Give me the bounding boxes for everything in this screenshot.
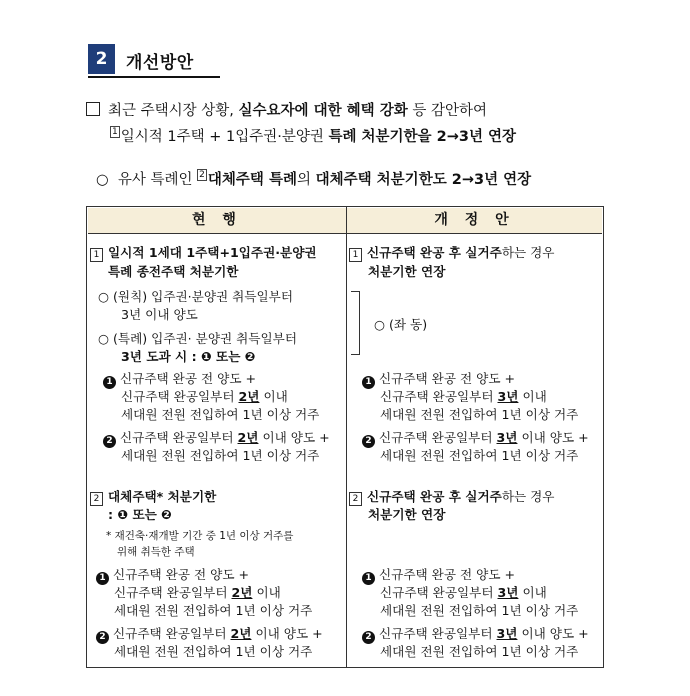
section-number-badge: 2 xyxy=(88,44,115,74)
current-item2-title-text: 대체주택* 처분기한 xyxy=(108,489,217,504)
current-item2-case1-b-pre: 신규주택 완공일부터 xyxy=(114,585,232,600)
lead-line-3 xyxy=(96,169,531,191)
circled-number-1-icon: 1 xyxy=(362,572,375,585)
revised-item2-case1-b-period: 3년 xyxy=(497,585,519,600)
table-column-divider xyxy=(346,206,347,668)
current-item2-note-a: * 재건축·재개발 기간 중 1년 이상 거주를 xyxy=(106,530,294,542)
current-case1-c: 세대원 전원 전입하여 1년 이상 거주 xyxy=(121,407,320,422)
revised-item2-case2-a-pre: 신규주택 완공일부터 xyxy=(379,626,497,641)
revised-item2-case1-b-pre: 신규주택 완공일부터 xyxy=(380,585,498,600)
footnote-mark-2: 2 xyxy=(199,170,205,180)
current-exception-b: 3년 도과 시 : ❶ 또는 ❷ xyxy=(121,349,256,364)
current-item1-title-a-text: 일시적 1세대 1주택+1입주권·분양권 xyxy=(108,245,317,260)
lead-line-3-bold: 대체주택 특례 xyxy=(207,172,297,188)
circled-number-2-icon: 2 xyxy=(362,435,375,448)
current-item2-title xyxy=(90,488,216,507)
lead-line-3-text: 유사 특례인 xyxy=(117,172,198,188)
item-number-box: 1 xyxy=(349,248,362,262)
revised-case1-a: 신규주택 완공 전 양도 + xyxy=(379,371,516,386)
current-principle-a: ○ (원칙) 입주권·분양권 취득일부터 xyxy=(98,289,293,304)
circled-number-1-icon: 1 xyxy=(96,572,109,585)
header-revised: 개 정 안 xyxy=(434,212,515,228)
circled-number-1-icon: 1 xyxy=(103,376,116,389)
revised-case1-c: 세대원 전원 전입하여 1년 이상 거주 xyxy=(380,407,579,422)
revised-item2-case1-b xyxy=(380,584,547,603)
current-case2-b: 세대원 전원 전입하여 1년 이상 거주 xyxy=(121,448,320,463)
revised-case1-b-post: 이내 xyxy=(518,389,547,404)
revised-item1-bold: 신규주택 완공 후 실거주 xyxy=(367,245,502,260)
current-item1-title-a xyxy=(90,244,317,263)
revised-case1-b xyxy=(380,388,547,407)
revised-item1-rest: 하는 경우 xyxy=(501,245,555,260)
revised-item1-title xyxy=(349,244,554,263)
current-case1-b xyxy=(121,388,288,407)
current-case2 xyxy=(103,429,330,448)
lead-line-3-mid: 의 xyxy=(296,172,316,188)
circled-number-2-icon: 2 xyxy=(96,631,109,644)
circled-number-1-icon: 1 xyxy=(362,376,375,389)
current-item2-case2-a-post: 이내 양도 + xyxy=(251,626,323,641)
current-item2-sub: : ❶ 또는 ❷ xyxy=(108,507,172,522)
revised-item2-title xyxy=(349,488,554,507)
current-case2-a-period: 2년 xyxy=(237,430,259,445)
revised-item2-bold: 신규주택 완공 후 실거주 xyxy=(367,489,502,504)
current-item2-case2-a-period: 2년 xyxy=(230,626,252,641)
revised-case1-b-period: 3년 xyxy=(497,389,519,404)
circled-number-2-icon: 2 xyxy=(362,631,375,644)
current-item2-case1-b xyxy=(114,584,281,603)
revised-item2-case2-b: 세대원 전원 전입하여 1년 이상 거주 xyxy=(380,644,579,659)
revised-case1 xyxy=(362,370,515,389)
item-number-box: 1 xyxy=(90,248,103,262)
revised-item1-b: 처분기한 연장 xyxy=(368,264,446,279)
header-current: 현 행 xyxy=(192,212,242,228)
section-underline xyxy=(88,76,220,78)
lead-line-2-bold: 특례 처분기한을 2→3년 연장 xyxy=(328,129,517,145)
current-item2-case1-b-period: 2년 xyxy=(231,585,253,600)
current-item2-case1-b-post: 이내 xyxy=(252,585,281,600)
current-item2-case2 xyxy=(96,625,323,644)
circled-number-2-icon: 2 xyxy=(103,435,116,448)
current-case2-a-post: 이내 양도 + xyxy=(258,430,330,445)
lead-line-3-bold2: 대체주택 처분기한도 2→3년 연장 xyxy=(315,172,532,188)
revised-item2-case2 xyxy=(362,625,589,644)
lead-line-1 xyxy=(86,100,487,122)
lead-line-1-bold: 실수요자에 대한 혜택 강화 xyxy=(238,103,408,119)
current-case1 xyxy=(103,370,256,389)
revised-item2-rest: 하는 경우 xyxy=(501,489,555,504)
current-item2-case2-a-pre: 신규주택 완공일부터 xyxy=(113,626,231,641)
revised-item2-case2-a-post: 이내 양도 + xyxy=(517,626,589,641)
revised-case2-a-period: 3년 xyxy=(496,430,518,445)
lead-line-1-text: 최근 주택시장 상황, 실수요자에 대한 혜택 강화 등 감안하여 xyxy=(108,103,487,119)
current-case1-b-period: 2년 xyxy=(238,389,260,404)
current-case2-a-pre: 신규주택 완공일부터 xyxy=(120,430,238,445)
revised-case1-b-pre: 신규주택 완공일부터 xyxy=(380,389,498,404)
revised-case2-a-pre: 신규주택 완공일부터 xyxy=(379,430,497,445)
revised-item2-case1-b-post: 이내 xyxy=(518,585,547,600)
footnote-mark-1: 1 xyxy=(112,127,118,137)
bracket-mark xyxy=(351,291,360,355)
current-item2-note-b: 위해 취득한 주택 xyxy=(117,546,195,558)
item-number-box: 2 xyxy=(90,492,103,506)
current-case1-b-post: 이내 xyxy=(259,389,288,404)
current-exception-a: ○ (특례) 입주권· 분양권 취득일부터 xyxy=(98,331,297,346)
revised-item2-b: 처분기한 연장 xyxy=(368,507,446,522)
revised-case2-a-post: 이내 양도 + xyxy=(517,430,589,445)
lead-line-2 xyxy=(110,126,516,148)
item-number-box: 2 xyxy=(349,492,362,506)
section-title: 개선방안 xyxy=(126,53,194,73)
revised-item2-case1-c: 세대원 전원 전입하여 1년 이상 거주 xyxy=(380,603,579,618)
revised-item2-case2-a-period: 3년 xyxy=(496,626,518,641)
revised-case2-b: 세대원 전원 전입하여 1년 이상 거주 xyxy=(380,448,579,463)
current-item2-case1 xyxy=(96,566,249,585)
revised-case2 xyxy=(362,429,589,448)
current-item2-case1-c: 세대원 전원 전입하여 1년 이상 거주 xyxy=(114,603,313,618)
current-item2-case1-a: 신규주택 완공 전 양도 + xyxy=(113,567,250,582)
current-item2-case2-b: 세대원 전원 전입하여 1년 이상 거주 xyxy=(114,644,313,659)
current-case1-b-pre: 신규주택 완공일부터 xyxy=(121,389,239,404)
bullet-circle-icon: ○ xyxy=(96,172,109,188)
revised-same-as-left: ○ (좌 동) xyxy=(374,317,428,332)
current-item1-title-b: 특례 종전주택 처분기한 xyxy=(108,264,239,279)
revised-item2-case1 xyxy=(362,566,515,585)
lead-line-2-text: 일시적 1주택 + 1입주권·분양권 xyxy=(120,129,329,145)
checkbox-square-icon xyxy=(86,102,100,116)
current-case1-a: 신규주택 완공 전 양도 + xyxy=(120,371,257,386)
current-principle-b: 3년 이내 양도 xyxy=(121,307,198,322)
revised-item2-case1-a: 신규주택 완공 전 양도 + xyxy=(379,567,516,582)
